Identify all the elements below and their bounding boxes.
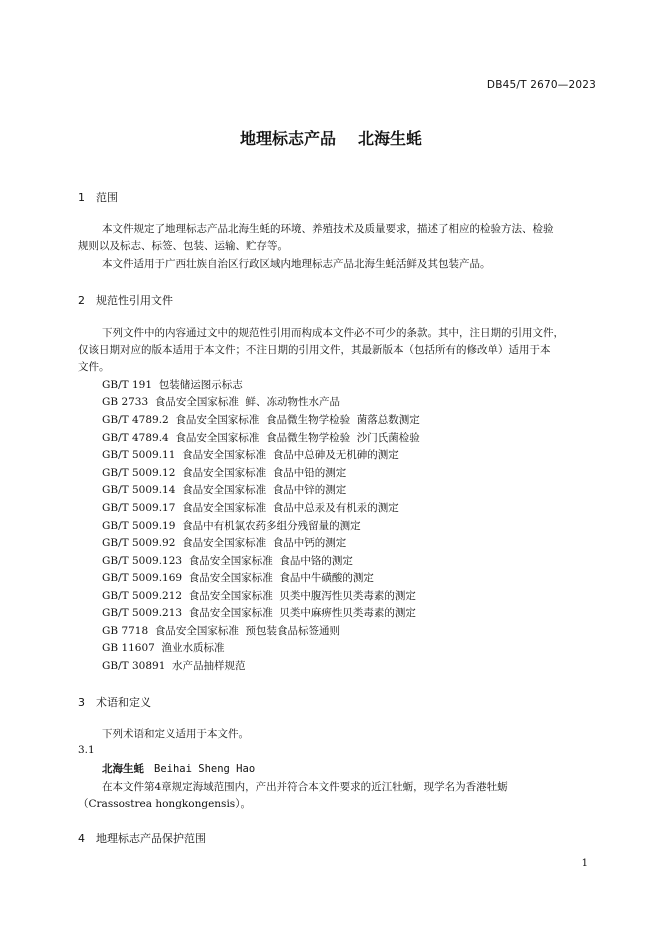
section-1-para-2: 本文件适用于广西壮族自治区行政区域内地理标志产品北海生蚝活鲜及其包装产品。	[102, 258, 491, 270]
section-number: 1	[78, 191, 85, 204]
title-part-2: 北海生蚝	[358, 129, 423, 148]
definition-line-2: （Crassostrea hongkongensis）。	[78, 798, 251, 810]
reference-item: GB/T 5009.17 食品安全国家标准 食品中总汞及有机汞的测定	[102, 502, 399, 514]
reference-item: GB/T 5009.123 食品安全国家标准 食品中铬的测定	[102, 555, 353, 567]
section-4-heading	[78, 830, 206, 846]
reference-item: GB/T 30891 水产品抽样规范	[102, 660, 246, 672]
term-chinese: 北海生蚝	[102, 763, 144, 775]
section-2-intro-line-3: 文件。	[78, 361, 110, 373]
section-title: 范围	[96, 191, 118, 204]
definition-line-1: 在本文件第4章规定海域范围内，产出并符合本文件要求的近江牡蛎，现学名为香港牡蛎	[102, 781, 508, 793]
reference-item: GB/T 5009.11 食品安全国家标准 食品中总砷及无机砷的测定	[102, 449, 399, 461]
section-number: 4	[78, 832, 85, 845]
reference-item: GB/T 5009.169 食品安全国家标准 食品中牛磺酸的测定	[102, 572, 374, 584]
reference-item: GB/T 4789.4 食品安全国家标准 食品微生物学检验 沙门氏菌检验	[102, 432, 420, 444]
reference-item: GB/T 4789.2 食品安全国家标准 食品微生物学检验 菌落总数测定	[102, 414, 420, 426]
reference-item: GB/T 191 包装储运图示标志	[102, 379, 243, 391]
section-1-para-1-line-1: 本文件规定了地理标志产品北海生蚝的环境、养殖技术及质量要求，描述了相应的检验方法、检验	[102, 223, 554, 235]
standard-code: DB45/T 2670—2023	[486, 79, 596, 91]
reference-item: GB/T 5009.92 食品安全国家标准 食品中钙的测定	[102, 537, 347, 549]
reference-item: GB 7718 食品安全国家标准 预包装食品标签通则	[102, 625, 341, 637]
section-number: 3	[78, 696, 85, 709]
section-1-heading	[78, 189, 118, 205]
section-2-heading	[78, 292, 173, 308]
reference-item: GB/T 5009.12 食品安全国家标准 食品中铅的测定	[102, 467, 347, 479]
section-3-heading	[78, 694, 151, 710]
reference-item: GB 11607 渔业水质标准	[102, 642, 225, 654]
document-title	[0, 126, 662, 149]
section-2-intro-line-2: 仅该日期对应的版本适用于本文件；不注日期的引用文件，其最新版本（包括所有的修改单）适用于本	[78, 344, 551, 356]
reference-item: GB/T 5009.14 食品安全国家标准 食品中锌的测定	[102, 484, 347, 496]
section-title: 术语和定义	[96, 696, 151, 709]
section-title: 规范性引用文件	[96, 294, 173, 307]
section-1-para-1-line-2: 规则以及标志、标签、包装、运输、贮存等。	[78, 240, 288, 252]
reference-item: GB/T 5009.19 食品中有机氯农药多组分残留量的测定	[102, 520, 361, 532]
reference-item: GB 2733 食品安全国家标准 鲜、冻动物性水产品	[102, 396, 341, 408]
page-number: 1	[581, 858, 588, 869]
section-3-intro: 下列术语和定义适用于本文件。	[102, 728, 249, 740]
term-entry	[102, 761, 255, 776]
section-number: 2	[78, 294, 85, 307]
term-english: Beihai Sheng Hao	[154, 763, 256, 775]
clause-number: 3.1	[78, 744, 95, 756]
section-2-intro-line-1: 下列文件中的内容通过文中的规范性引用而构成本文件必不可少的条款。其中，注日期的引用文件，	[102, 327, 564, 339]
title-part-1: 地理标志产品	[239, 129, 336, 148]
reference-item: GB/T 5009.212 食品安全国家标准 贝类中腹泻性贝类毒素的测定	[102, 590, 416, 602]
reference-item: GB/T 5009.213 食品安全国家标准 贝类中麻痹性贝类毒素的测定	[102, 607, 416, 619]
section-title: 地理标志产品保护范围	[96, 832, 206, 845]
